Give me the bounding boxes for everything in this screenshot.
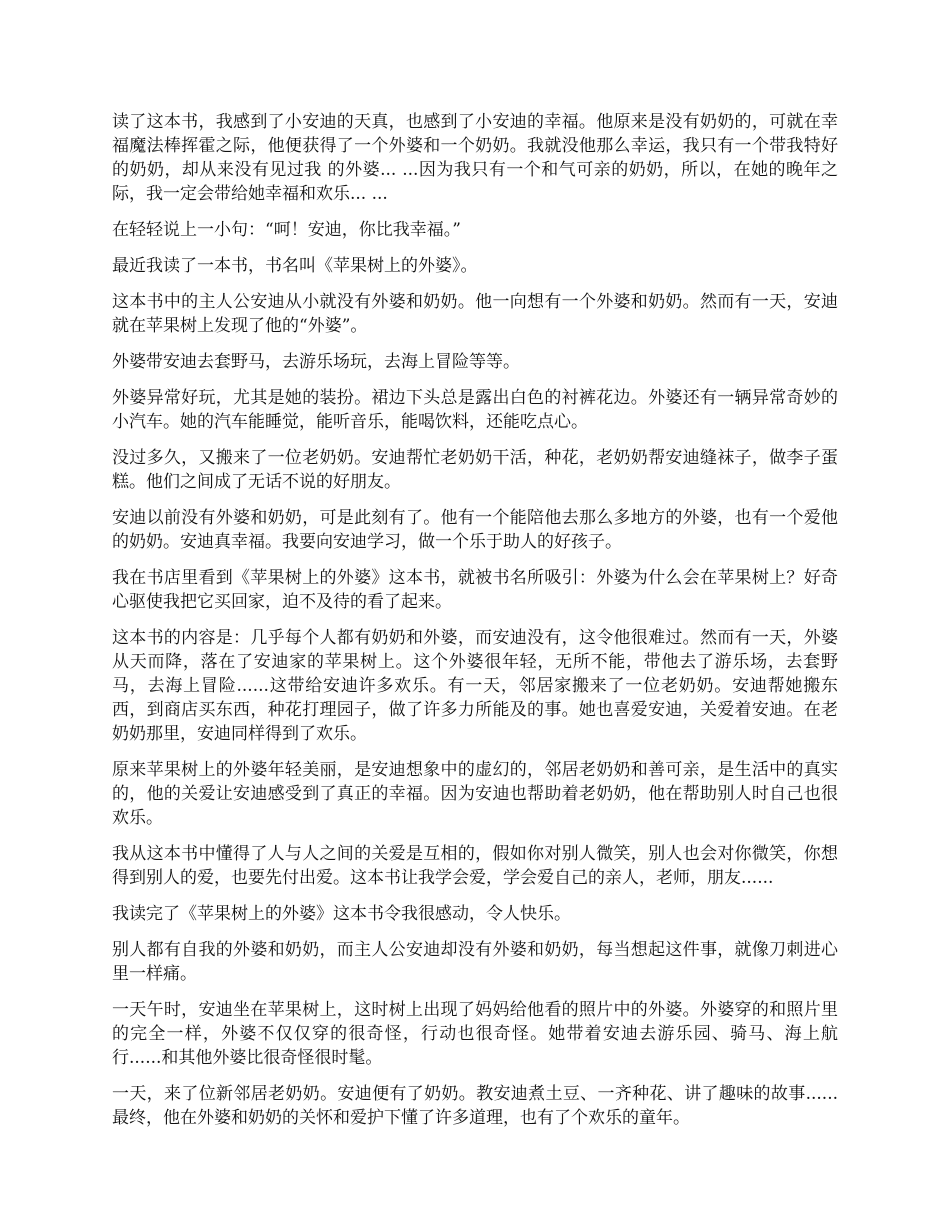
paragraph: 这本书中的主人公安迪从小就没有外婆和奶奶。他一向想有一个外婆和奶奶。然而有一天，安迪就在苹果树上发现了他的“外婆”。 [112,292,838,336]
paragraph: 一天，来了位新邻居老奶奶。安迪便有了奶奶。教安迪煮土豆、一齐种花、讲了趣味的故事......最终，他在外婆和奶奶的关怀和爱护下懂了许多道理，也有了个欢乐的童年。 [112,1084,838,1128]
paragraph: 外婆异常好玩，尤其是她的装扮。裙边下头总是露出白色的衬裤花边。外婆还有一辆异常奇妙的小汽车。她的汽车能睡觉，能听音乐，能喝饮料，还能吃点心。 [112,388,838,432]
paragraph: 我在书店里看到《苹果树上的外婆》这本书，就被书名所吸引：外婆为什么会在苹果树上？好奇心驱使我把它买回家，迫不及待的看了起来。 [112,568,838,612]
paragraph: 我从这本书中懂得了人与人之间的关爱是互相的，假如你对别人微笑，别人也会对你微笑，你想得到别人的爱，也要先付出爱。这本书让我学会爱，学会爱自己的亲人，老师，朋友...... [112,844,838,888]
paragraph: 我读完了《苹果树上的外婆》这本书令我很感动，令人快乐。 [112,904,571,924]
paragraph: 一天午时，安迪坐在苹果树上，这时树上出现了妈妈给他看的照片中的外婆。外婆穿的和照片里的完全一样，外婆不仅仅穿的很奇怪，行动也很奇怪。她带着安迪去游乐园、骑马、海上航行......和其他外婆比很奇怪很时髦。 [112,1000,838,1068]
paragraph: 安迪以前没有外婆和奶奶，可是此刻有了。他有一个能陪他去那么多地方的外婆，也有一个爱他的奶奶。安迪真幸福。我要向安迪学习，做一个乐于助人的好孩子。 [112,508,838,552]
paragraph: 最近我读了一本书，书名叫《苹果树上的外婆》。 [112,256,478,276]
paragraph: 没过多久，又搬来了一位老奶奶。安迪帮忙老奶奶干活，种花，老奶奶帮安迪缝袜子，做李子蛋糕。他们之间成了无话不说的好朋友。 [112,448,838,492]
paragraph: 这本书的内容是：几乎每个人都有奶奶和外婆，而安迪没有，这令他很难过。然而有一天，外婆从天而降，落在了安迪家的苹果树上。这个外婆很年轻，无所不能，带他去了游乐场，去套野马，去海上冒险......这带给安迪许多欢乐。有一天，邻居家搬来了一位老奶奶。安迪帮她搬东西，到商店买东西，种花打理园子，做了许多力所能及的事。她也喜爱安迪，关爱着安迪。在老奶奶那里，安迪同样得到了欢乐。 [112,628,838,744]
paragraph: 读了这本书，我感到了小安迪的天真，也感到了小安迪的幸福。他原来是没有奶奶的，可就在幸福魔法棒挥霍之际，他便获得了一个外婆和一个奶奶。我就没他那么幸运，我只有一个带我特好的奶奶，却从来没有见过我 的外婆... ...因为我只有一个和气可亲的奶奶，所以，在她的晚年之际，我一定会带给她幸福和欢乐... ... [112,112,838,204]
paragraph: 别人都有自我的外婆和奶奶，而主人公安迪却没有外婆和奶奶，每当想起这件事，就像刀刺进心里一样痛。 [112,940,838,984]
paragraph: 在轻轻说上一小句：“呵！安迪，你比我幸福。” [112,220,461,240]
document-body [112,110,838,1142]
paragraph: 原来苹果树上的外婆年轻美丽，是安迪想象中的虚幻的，邻居老奶奶和善可亲，是生活中的真实的，他的关爱让安迪感受到了真正的幸福。因为安迪也帮助着老奶奶，他在帮助别人时自己也很欢乐。 [112,760,838,828]
paragraph: 外婆带安迪去套野马，去游乐场玩，去海上冒险等等。 [112,352,520,372]
